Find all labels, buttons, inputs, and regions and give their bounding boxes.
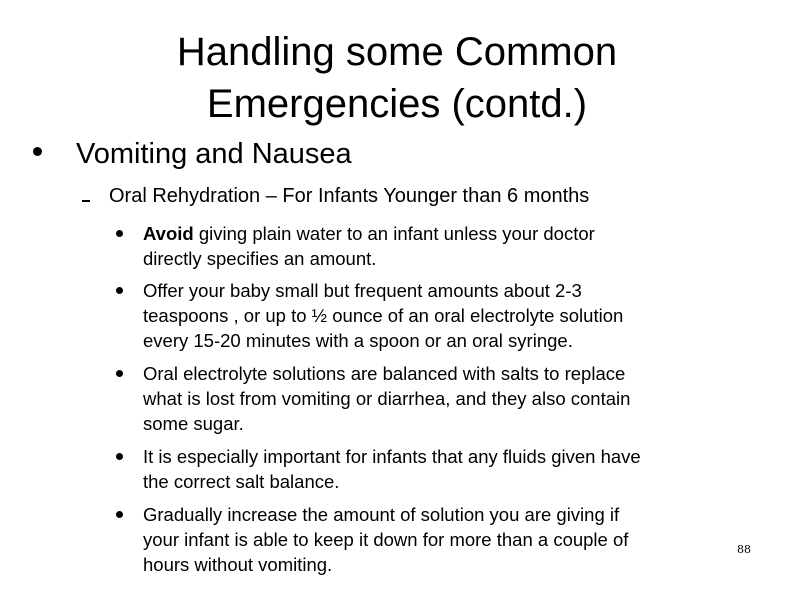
list-item-line: hours without vomiting. [143, 554, 333, 575]
bullet-icon [116, 511, 123, 518]
list-item-line: what is lost from vomiting or diarrhea, and they also contain [143, 388, 631, 409]
list-item-line: the correct salt balance. [143, 471, 340, 492]
level2-heading: Oral Rehydration – For Infants Younger than 6 months [109, 185, 590, 207]
bullet-icon [116, 370, 123, 377]
list-item-line: Offer your baby small but frequent amounts about 2-3 [143, 280, 582, 301]
bullet-icon [116, 287, 123, 294]
list-item-line: every 15-20 minutes with a spoon or an oral syringe. [143, 330, 573, 351]
list-item-line: Gradually increase the amount of solution you are giving if [143, 504, 620, 525]
bullet-icon [116, 453, 123, 460]
list-item-line: directly specifies an amount. [143, 248, 377, 269]
list-item-line: Oral electrolyte solutions are balanced with salts to replace [143, 363, 626, 384]
slide-title [60, 26, 734, 130]
level1-heading: Vomiting and Nausea [76, 138, 352, 170]
slide-title-line-2: Emergencies (contd.) [206, 82, 588, 126]
list-item-text [143, 221, 743, 271]
bullet-icon [116, 230, 123, 237]
level2-dash-icon [82, 200, 90, 202]
list-item-line-rest: giving plain water to an infant unless your doctor [193, 223, 595, 244]
list-item-text [143, 444, 743, 494]
list-item-line: your infant is able to keep it down for more than a couple of [143, 529, 629, 550]
list-item-text [143, 361, 743, 436]
list-item-line: some sugar. [143, 413, 244, 434]
list-item-line: It is especially important for infants that any fluids given have [143, 446, 641, 467]
list-item-text [143, 278, 743, 353]
list-item-text [143, 502, 743, 577]
slide-title-line-1: Handling some Common [176, 30, 618, 74]
level1-bullet-icon [33, 147, 42, 156]
list-item-line [143, 221, 743, 246]
list-item-bold-lead: Avoid [143, 223, 194, 244]
list-item-line: teaspoons , or up to ½ ounce of an oral electrolyte solution [143, 305, 624, 326]
page-number: 88 [737, 543, 751, 556]
